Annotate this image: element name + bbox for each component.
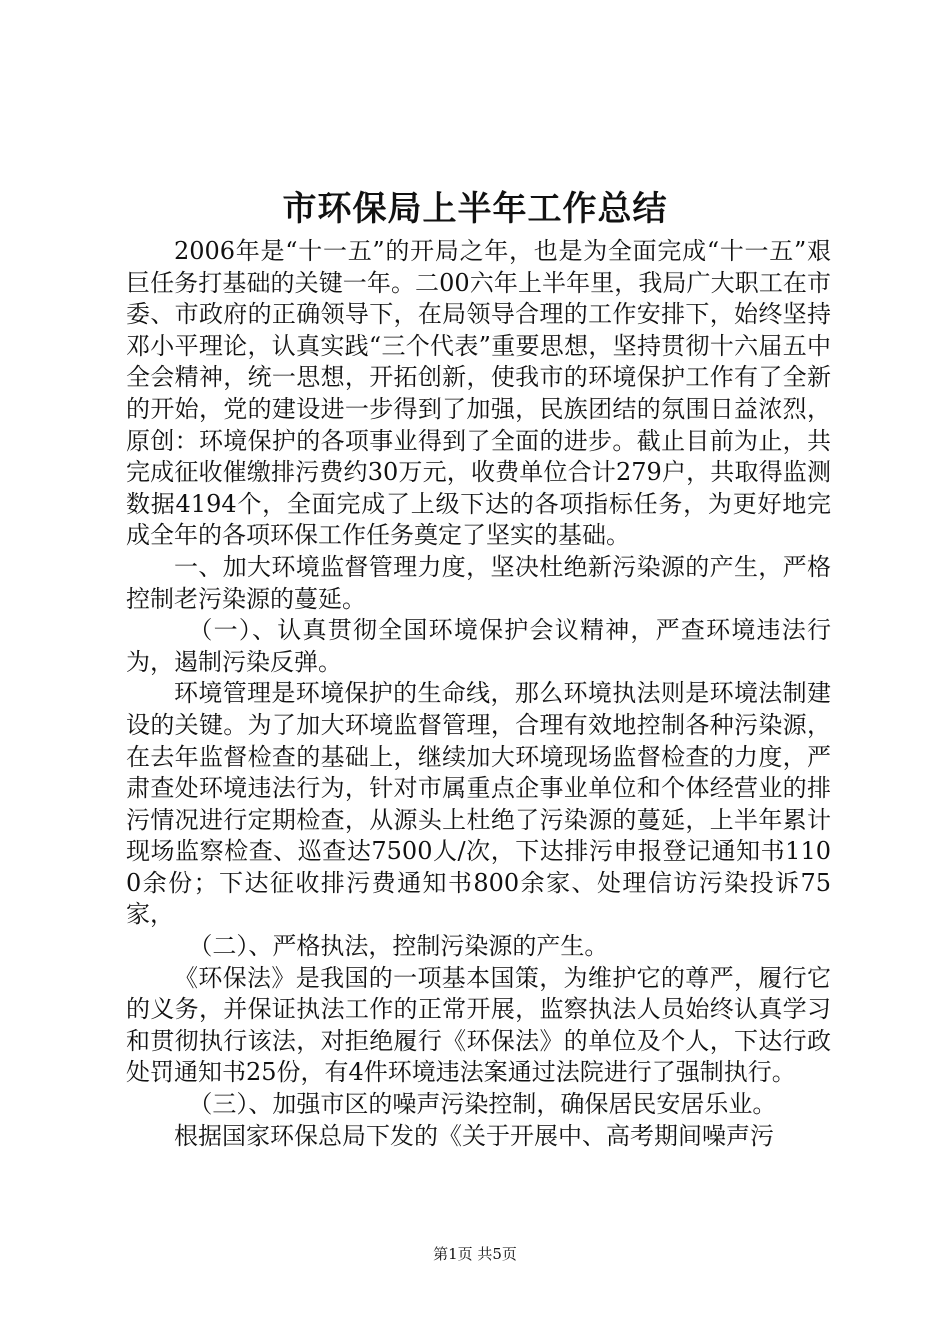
- paragraph-noise: 根据国家环保总局下发的《关于开展中、高考期间噪声污: [174, 1121, 774, 1150]
- paragraph-intro: 2006年是“十一五”的开局之年，也是为全面完成“十一五”艰巨任务打基础的关键一年。二00六年上半年里，我局广大职工在市委、市政府的正确领导下，在局领导合理的工作安排下，始终坚持邓小平理论，认真实践“三个代表”重要思想，坚持贯彻十六届五中全会精神，统一思想，开拓创新，使我市的环境保护工作有了全新的开始，党的建设进一步得到了加强，民族团结的氛围日益浓烈，原创：环境保护的各项事业得到了全面的进步。截止目前为止，共完成征收催缴排污费约30万元，收费单位合计279户，共取得监测数据4194个，全面完成了上级下达的各项指标任务，为更好地完成全年的各项环保工作任务奠定了坚实的基础。: [126, 237, 831, 550]
- document-body: [126, 236, 831, 1152]
- subsection-heading-2: （二）、严格执法，控制污染源的产生。: [188, 932, 609, 961]
- document-title: 市环保局上半年工作总结: [282, 189, 668, 229]
- page-indicator: 第1页 共5页: [433, 1245, 517, 1263]
- paragraph-law: 《环保法》是我国的一项基本国策，为维护它的尊严，履行它的义务，并保证执法工作的正常开展，监察执法人员始终认真学习和贯彻执行该法，对拒绝履行《环保法》的单位及个人，下达行政处罚通知书25份，有4件环境违法案通过法院进行了强制执行。: [126, 963, 831, 1087]
- subsection-heading-1: （一）、认真贯彻全国环境保护会议精神，严查环境违法行为，遏制污染反弹。: [126, 616, 831, 676]
- paragraph-enforcement: 环境管理是环境保护的生命线，那么环境执法则是环境法制建设的关键。为了加大环境监督管理，合理有效地控制各种污染源，在去年监督检查的基础上，继续加大环境现场监督检查的力度，严肃查处环境违法行为，针对市属重点企事业单位和个体经营业的排污情况进行定期检查，从源头上杜绝了污染源的蔓延，上半年累计现场监察检查、巡查达7500人/次，下达排污申报登记通知书1100余份；下达征收排污费通知书800余家、处理信访污染投诉75家，: [126, 679, 831, 929]
- subsection-heading-3: （三）、加强市区的噪声污染控制，确保居民安居乐业。: [188, 1090, 777, 1119]
- section-heading-1: 一、加大环境监督管理力度，坚决杜绝新污染源的产生，严格控制老污染源的蔓延。: [126, 552, 831, 613]
